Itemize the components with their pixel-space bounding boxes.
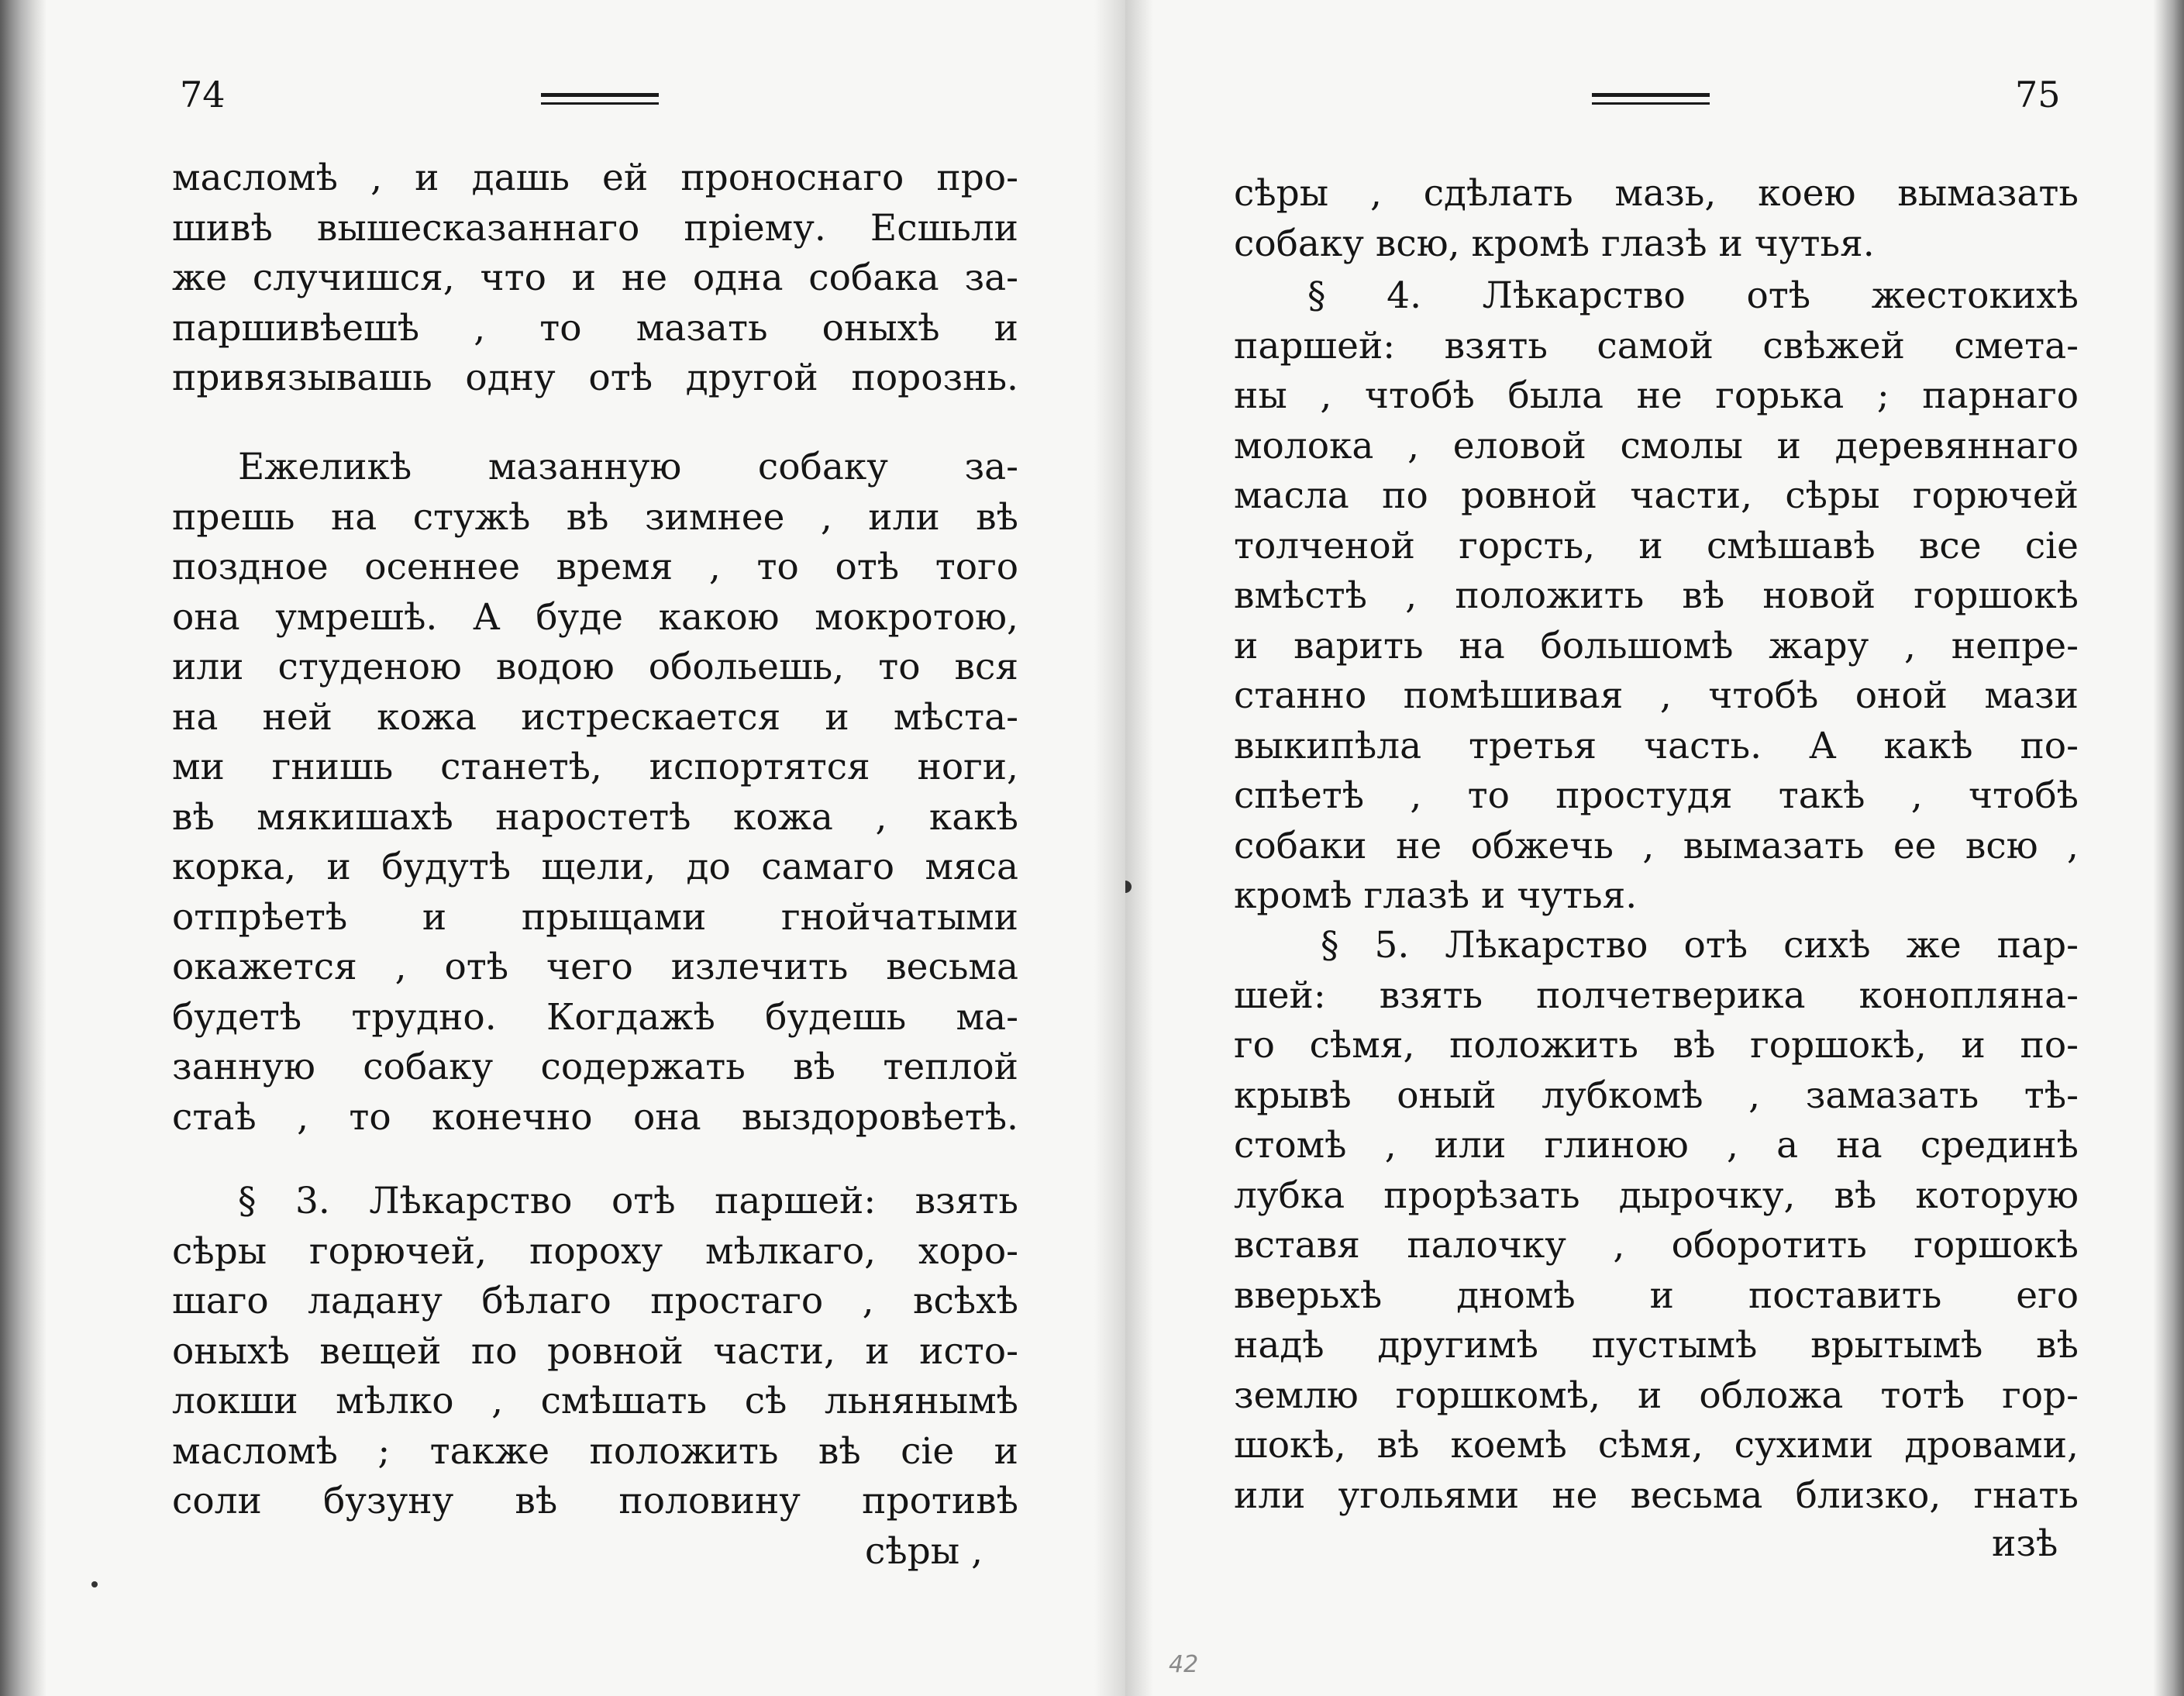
- text-line: вѣ мякишахѣ наростетѣ кожа , какѣ: [172, 795, 1018, 839]
- page-number-right: 75: [2015, 74, 2061, 115]
- right-page: [1125, 0, 2184, 1696]
- text-line: поздное осеннее время , то отѣ того: [172, 546, 1018, 588]
- text-line: или студеною водою обольешь, то вся: [172, 646, 1018, 688]
- text-line: соли бузуну вѣ половину противѣ: [172, 1480, 1018, 1522]
- text-line: стомѣ , или глиною , а на срединѣ: [1234, 1124, 2079, 1167]
- pencil-mark: 42: [1169, 1651, 1199, 1678]
- text-line: ми гнишь станетѣ, испортятся ноги,: [172, 746, 1018, 788]
- text-line: собаки не обжечь , вымазать ее всю ,: [1234, 824, 2079, 867]
- text-line: станно помѣшивая , чтобѣ оной мази: [1234, 674, 2079, 717]
- text-line: вверьхѣ дномѣ и поставить его: [1234, 1274, 2079, 1317]
- text-line: будетѣ трудно. Когдажѣ будешь ма-: [172, 995, 1018, 1039]
- text-line: занную собаку содержать вѣ теплой: [172, 1046, 1018, 1088]
- text-line: окажется , отѣ чего излечить весьма: [172, 946, 1018, 988]
- book-edge-right: [2153, 0, 2184, 1696]
- paragraph: [1234, 271, 2079, 922]
- text-line: паршей: взять самой свѣжей смета-: [1234, 324, 2079, 367]
- text-line: кромѣ глазѣ и чутья.: [1234, 874, 1638, 917]
- text-line: § 4. Лѣкарство отѣ жестокихѣ: [1307, 274, 2079, 317]
- text-line: сѣры , сдѣлать мазь, коею вымазать: [1234, 172, 2079, 215]
- text-line: локши мѣлко , смѣшать сѣ льнянымѣ: [172, 1380, 1018, 1422]
- text-line: молока , еловой смолы и деревяннаго: [1234, 424, 2079, 467]
- text-line: масла по ровной части, сѣры горючей: [1234, 474, 2079, 517]
- catchword-left: сѣры ,: [865, 1530, 983, 1573]
- text-line: привязывашь одну отѣ другой порознь.: [172, 357, 1018, 399]
- text-line: го сѣмя, положить вѣ горшокѣ, и по-: [1234, 1024, 2079, 1067]
- text-line: она умрешѣ. А буде какою мокротою,: [172, 595, 1018, 639]
- text-line: лубка прорѣзать дырочку, вѣ которую: [1234, 1174, 2079, 1217]
- text-line: и варить на большомѣ жару , непре-: [1234, 624, 2079, 667]
- paragraph: [1234, 169, 2079, 269]
- text-line: собаку всю, кромѣ глазѣ и чутья.: [1234, 222, 1875, 265]
- text-line: шокѣ, вѣ коемѣ сѣмя, сухими дровами,: [1234, 1424, 2079, 1467]
- book-edge-left: [0, 0, 47, 1696]
- gutter-shadow-left: [1094, 0, 1125, 1696]
- paragraph: [172, 153, 1018, 404]
- text-line: выкипѣла третья часть. А какѣ по-: [1234, 724, 2079, 767]
- gutter-shadow-right: [1125, 0, 1153, 1696]
- text-line: масломѣ , и дашь ей проноснаго про-: [172, 157, 1018, 199]
- ink-spot: [91, 1581, 98, 1587]
- text-line: землю горшкомѣ, и обложа тотѣ гор-: [1234, 1374, 2079, 1417]
- page-number-left: 74: [180, 74, 226, 115]
- text-line: спѣетѣ , то простудя такѣ , чтобѣ: [1234, 774, 2079, 817]
- text-line: вмѣстѣ , положить вѣ новой горшокѣ: [1234, 574, 2079, 617]
- text-line: толченой горсть, и смѣшавѣ все сіе: [1234, 524, 2079, 567]
- header-rule-left: [541, 93, 659, 109]
- text-line: прешь на стужѣ вѣ зимнее , или вѣ: [172, 495, 1018, 539]
- paragraph: [1234, 921, 2079, 1521]
- text-line: шивѣ вышесказаннаго пріему. Есшьли: [172, 206, 1018, 250]
- text-line: ны , чтобѣ была не горька ; парнаго: [1234, 374, 2079, 417]
- text-line: сѣры горючей, пороху мѣлкаго, хоро-: [172, 1229, 1018, 1273]
- text-line: шаго ладану бѣлаго простаго , всѣхѣ: [172, 1280, 1018, 1322]
- catchword-right: изѣ: [1992, 1522, 2058, 1565]
- text-line: корка, и будутѣ щели, до самаго мяса: [172, 846, 1018, 888]
- paragraph: [172, 443, 1018, 1143]
- text-line: же случишся, что и не одна собака за-: [172, 257, 1018, 299]
- text-line: надѣ другимѣ пустымѣ врытымѣ вѣ: [1234, 1324, 2079, 1367]
- text-line: отпрѣетѣ и прыщами гнойчатыми: [172, 895, 1018, 939]
- text-line: § 3. Лѣкарство отѣ паршей: взять: [238, 1180, 1018, 1222]
- text-line: Ежеликѣ мазанную собаку за-: [238, 446, 1018, 488]
- text-line: шей: взять полчетверика конопляна-: [1234, 974, 2079, 1017]
- text-line: или угольями не весьма близко, гнать: [1234, 1474, 2079, 1517]
- text-line: вставя палочку , оборотить горшокѣ: [1234, 1224, 2079, 1267]
- text-line: стаѣ , то конечно она выздоровѣетѣ.: [172, 1095, 1018, 1139]
- paragraph: [172, 1177, 1018, 1527]
- text-line: масломѣ ; также положить вѣ сіе и: [172, 1429, 1018, 1473]
- text-line: крывѣ оный лубкомѣ , замазать тѣ-: [1234, 1074, 2079, 1117]
- header-rule-right: [1592, 93, 1710, 109]
- text-line: оныхѣ вещей по ровной части, и исто-: [172, 1329, 1018, 1373]
- text-line: паршивѣешѣ , то мазать оныхѣ и: [172, 306, 1018, 350]
- text-line: на ней кожа истрескается и мѣста-: [172, 695, 1018, 739]
- text-line: § 5. Лѣкарство отѣ сихѣ же пар-: [1321, 924, 2079, 967]
